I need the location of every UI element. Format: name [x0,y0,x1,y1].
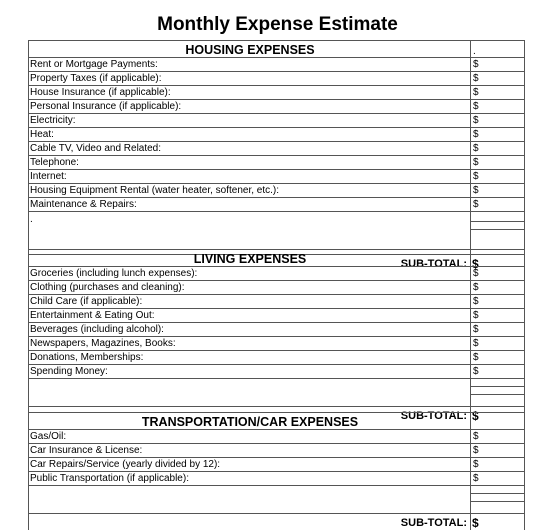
currency-symbol: $ [473,101,479,112]
expense-item-label: Rent or Mortgage Payments: [30,59,158,70]
row-amount-cell[interactable] [470,183,525,197]
blank-rows [28,378,525,406]
blank-row-line [471,221,524,222]
subtotal-label: SUB-TOTAL: [400,410,467,422]
currency-symbol: $ [473,282,479,293]
section-heading [28,40,525,57]
currency-symbol: $ [473,87,479,98]
currency-symbol: $ [473,366,479,377]
currency-symbol: $ [473,59,479,70]
expense-item-label: Newspapers, Magazines, Books: [30,338,176,349]
row-amount-cell[interactable] [470,40,525,57]
expense-item-row [28,443,525,457]
expense-item-label: Donations, Memberships: [30,352,144,363]
blank-row-line [471,229,524,230]
row-label-cell [28,280,470,294]
expense-item-label: Clothing (purchases and cleaning): [30,282,185,293]
expense-item-label: Public Transportation (if applicable): [30,473,189,484]
row-amount-cell[interactable] [470,169,525,183]
row-amount-cell[interactable] [470,513,525,530]
currency-symbol: $ [473,143,479,154]
currency-symbol: $ [473,352,479,363]
section-heading-text: TRANSPORTATION/CAR EXPENSES [141,415,359,429]
row-amount-cell[interactable] [470,471,525,485]
expense-item-row [28,127,525,141]
row-label-cell [28,471,470,485]
blank-row-line [471,394,524,395]
expense-item-label: Cable TV, Video and Related: [30,143,162,154]
row-amount-cell[interactable] [470,412,525,429]
expense-item-row [28,57,525,71]
currency-symbol: $ [473,73,479,84]
expense-item-row [28,71,525,85]
expense-item-label: Telephone: [30,157,79,168]
expense-item-label: Heat: [30,129,54,140]
blank-rows [28,211,525,254]
document-title: Monthly Expense Estimate [157,14,398,35]
currency-symbol: $ [473,199,479,210]
row-label-cell [28,457,470,471]
row-amount-cell[interactable] [470,429,525,443]
expense-item-row [28,197,525,211]
currency-symbol: $ [473,445,479,456]
row-label-cell [28,429,470,443]
row-label-cell [28,71,470,85]
row-label-cell [28,141,470,155]
expense-item-row [28,169,525,183]
currency-symbol: $ [473,473,479,484]
expense-item-row [28,99,525,113]
section-heading [28,249,525,266]
expense-item-label: Gas/Oil: [30,431,67,442]
expense-item-label: Child Care (if applicable): [30,296,143,307]
row-label-cell [28,485,470,513]
row-amount-cell[interactable] [470,280,525,294]
expense-item-row [28,280,525,294]
expense-item-label: Car Repairs/Service (yearly divided by 12): [30,459,221,470]
blank-row-line [471,493,524,494]
expense-item-label: Internet: [30,171,67,182]
subtotal-currency-symbol: $ [472,257,479,271]
expense-item-row [28,183,525,197]
row-amount-cell[interactable] [470,378,525,406]
row-label-cell [28,169,470,183]
row-label-cell [28,211,470,254]
row-label-cell [28,155,470,169]
section-heading [28,412,525,429]
expense-item-row [28,350,525,364]
filler-mark: . [473,46,476,57]
row-label-cell [28,127,470,141]
row-label-cell [28,443,470,457]
currency-symbol: $ [473,115,479,126]
row-amount-cell[interactable] [470,141,525,155]
expense-item-row [28,113,525,127]
currency-symbol: $ [473,431,479,442]
expense-item-label: Property Taxes (if applicable): [30,73,162,84]
expense-item-label: Personal Insurance (if applicable): [30,101,182,112]
row-amount-cell[interactable] [470,336,525,350]
expense-item-label: Car Insurance & License: [30,445,143,456]
expense-item-label: Groceries (including lunch expenses): [30,268,198,279]
currency-symbol: $ [473,296,479,307]
row-amount-cell[interactable] [470,266,525,280]
expense-item-row [28,266,525,280]
expense-item-row [28,336,525,350]
expense-item-label: Maintenance & Repairs: [30,199,137,210]
row-amount-cell[interactable] [470,457,525,471]
filler-mark: . [30,214,33,225]
row-label-cell [28,322,470,336]
row-label-cell [28,266,470,280]
subtotal-row [28,513,525,530]
expense-item-label: Housing Equipment Rental (water heater, softener, etc.): [30,185,280,196]
row-amount-cell[interactable] [470,294,525,308]
row-amount-cell[interactable] [470,249,525,266]
subtotal-label: SUB-TOTAL: [400,517,467,529]
expense-item-row [28,155,525,169]
currency-symbol: $ [473,310,479,321]
row-amount-cell[interactable] [470,322,525,336]
row-amount-cell[interactable] [470,99,525,113]
currency-symbol: $ [473,185,479,196]
expense-item-row [28,429,525,443]
row-label-cell [28,99,470,113]
row-label-cell [28,513,470,530]
row-amount-cell[interactable] [470,350,525,364]
section-heading-text: HOUSING EXPENSES [185,43,315,57]
row-amount-cell[interactable] [470,443,525,457]
expense-item-label: House Insurance (if applicable): [30,87,171,98]
subtotal-currency-symbol: $ [472,516,479,530]
row-amount-cell[interactable] [470,155,525,169]
row-amount-cell[interactable] [470,308,525,322]
expense-item-row [28,457,525,471]
expense-item-label: Entertainment & Eating Out: [30,310,155,321]
row-label-cell [28,249,470,266]
row-label-cell [28,308,470,322]
currency-symbol: $ [473,459,479,470]
blank-row-line [471,501,524,502]
row-label-cell [28,336,470,350]
currency-symbol: $ [473,129,479,140]
currency-symbol: $ [473,338,479,349]
expense-item-row [28,364,525,378]
expense-item-row [28,471,525,485]
currency-symbol: $ [473,324,479,335]
row-label-cell [28,183,470,197]
subtotal-currency-symbol: $ [472,409,479,423]
section-heading-text: LIVING EXPENSES [193,252,307,266]
row-amount-cell[interactable] [470,211,525,254]
row-label-cell [28,294,470,308]
row-label-cell [28,197,470,211]
row-amount-cell[interactable] [470,127,525,141]
expense-item-row [28,294,525,308]
expense-item-row [28,322,525,336]
expense-sheet [28,40,525,530]
subtotal-label: SUB-TOTAL: [400,258,467,270]
expense-item-row [28,141,525,155]
currency-symbol: $ [473,268,479,279]
row-amount-cell[interactable] [470,485,525,513]
row-label-cell [28,378,470,406]
row-label-cell [28,113,470,127]
row-label-cell [28,350,470,364]
row-label-cell [28,412,470,429]
expense-item-row [28,308,525,322]
blank-rows [28,485,525,513]
row-label-cell [28,57,470,71]
row-amount-cell[interactable] [470,85,525,99]
currency-symbol: $ [473,171,479,182]
row-amount-cell[interactable] [470,57,525,71]
row-amount-cell[interactable] [470,364,525,378]
currency-symbol: $ [473,157,479,168]
expense-item-row [28,85,525,99]
row-amount-cell[interactable] [470,71,525,85]
row-label-cell [28,85,470,99]
row-amount-cell[interactable] [470,113,525,127]
blank-row-line [471,386,524,387]
expense-item-label: Electricity: [30,115,76,126]
row-label-cell [28,364,470,378]
expense-item-label: Spending Money: [30,366,108,377]
row-amount-cell[interactable] [470,197,525,211]
row-label-cell [28,40,470,57]
expense-item-label: Beverages (including alcohol): [30,324,164,335]
